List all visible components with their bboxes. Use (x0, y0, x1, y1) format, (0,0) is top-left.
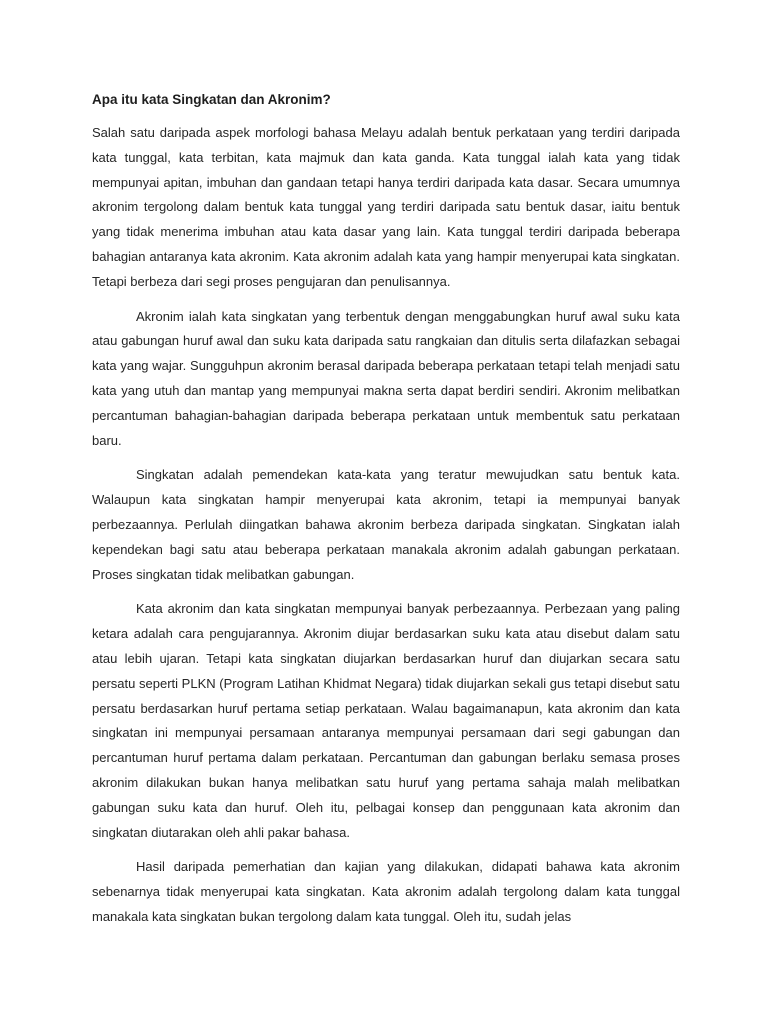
paragraph-differences: Kata akronim dan kata singkatan mempunyai banyak perbezaannya. Perbezaan yang paling ketara adalah cara pengujarannya. Akronim diujar berdasarkan suku kata atau disebut dalam satu atau lebih ujaran. Tetapi kata singkatan diujarkan berdasarkan huruf dan diujarkan secara satu persatu seperti PLKN (Program Latihan Khidmat Negara) tidak diujarkan sekali gus tetapi disebut satu persatu berdasarkan huruf pertama setiap perkataan. Walau bagaimanapun, kata akronim dan kata singkatan ini mempunyai persamaan antaranya mempunyai persamaan dari segi gabungan dan percantuman huruf pertama dalam perkataan. Percantuman dan gabungan berlaku semasa proses akronim dilakukan bukan hanya melibatkan satu huruf yang pertama sahaja malah melibatkan gabungan suku kata dan huruf. Oleh itu, pelbagai konsep dan penggunaan kata akronim dan singkatan diutarakan oleh ahli pakar bahasa. (92, 601, 680, 840)
paragraph-intro: Salah satu daripada aspek morfologi bahasa Melayu adalah bentuk perkataan yang terdiri daripada kata tunggal, kata terbitan, kata majmuk dan kata ganda. Kata tunggal ialah kata yang tidak mempunyai apitan, imbuhan dan gandaan tetapi hanya terdiri daripada kata dasar. Secara umumnya akronim tergolong dalam bentuk kata tunggal yang terdiri daripada satu bentuk dasar, iaitu bentuk yang tidak menerima imbuhan atau kata dasar yang lain. Kata tunggal terdiri daripada beberapa bahagian antaranya kata akronim. Kata akronim adalah kata yang hampir menyerupai kata singkatan. Tetapi berbeza dari segi proses pengujaran dan penulisannya. (92, 125, 680, 289)
page-title: Apa itu kata Singkatan dan Akronim? (92, 92, 331, 107)
document-page (92, 90, 680, 940)
paragraph-conclusion: Hasil daripada pemerhatian dan kajian yang dilakukan, didapati bahawa kata akronim sebenarnya tidak menyerupai kata singkatan. Kata akronim adalah tergolong dalam kata tunggal manakala kata singkatan bukan tergolong dalam kata tunggal. Oleh itu, sudah jelas (92, 859, 680, 924)
paragraph-akronim-definition: Akronim ialah kata singkatan yang terbentuk dengan menggabungkan huruf awal suku kata atau gabungan huruf awal dan suku kata daripada satu rangkaian dan ditulis serta dilafazkan sebagai kata yang wajar. Sungguhpun akronim berasal daripada beberapa perkataan tetapi telah menjadi satu kata yang utuh dan mantap yang mempunyai makna serta dapat berdiri sendiri. Akronim melibatkan percantuman bahagian-bahagian daripada beberapa perkataan untuk membentuk satu perkataan baru. (92, 308, 680, 448)
paragraph-singkatan-definition: Singkatan adalah pemendekan kata-kata yang teratur mewujudkan satu bentuk kata. Walaupun kata singkatan hampir menyerupai kata akronim, tetapi ia mempunyai banyak perbezaannya. Perlulah diingatkan bahawa akronim berbeza daripada singkatan. Singkatan ialah kependekan bagi satu atau beberapa perkataan manakala akronim adalah gabungan perkataan. Proses singkatan tidak melibatkan gabungan. (92, 467, 680, 582)
